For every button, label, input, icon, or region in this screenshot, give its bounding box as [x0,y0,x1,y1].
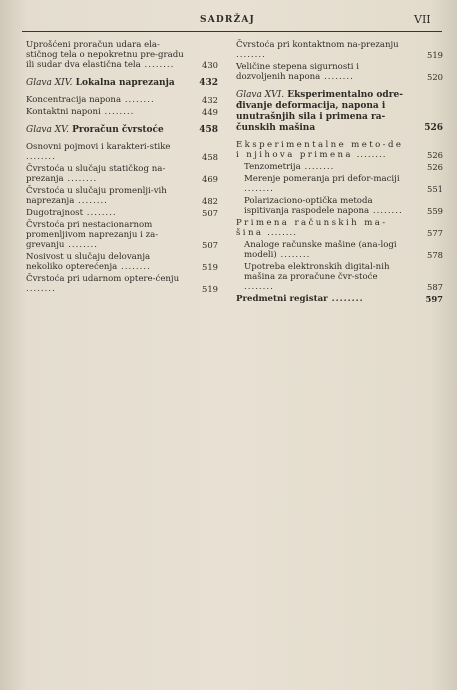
leader-dots: ........ [26,152,56,162]
leader-dots: ........ [140,60,175,70]
toc-entry [26,274,218,294]
leader-dots: ........ [300,162,335,172]
leader-dots: ........ [320,72,354,82]
entry-title: Čvrstoća pri kontaktnom na-prezanju ........ [236,40,399,60]
toc-entry [26,186,218,206]
entry-title: Čvrstoća pri udarnom optere-ćenju ........ [26,274,180,294]
entry-page-number: 519 [202,262,218,272]
leader-dots: ........ [26,284,56,294]
toc-entry [236,174,443,194]
toc-entry [26,252,218,272]
entry-page-number: 526 [424,123,443,133]
entry-title: Čvrstoća u slučaju promenlji-vih naprezanja ........ [26,186,167,206]
leader-dots: ........ [117,262,151,272]
toc-entry [26,95,218,105]
leader-dots: ........ [64,240,99,250]
entry-title: Osnovni pojmovi i karakteri-stike ........ [26,142,171,162]
toc-entry [236,40,443,60]
chapter-title: Lokalna naprezanja [72,78,175,88]
entry-page-number: 587 [427,282,443,292]
entry-title: Primena računskih ma-šina ........ [236,218,388,238]
toc-chapter [236,90,443,134]
entry-page-number: 432 [199,78,218,88]
leader-dots: ........ [236,50,266,60]
entry-title: Upotreba elektronskih digital-nih mašina za proračune čvr-stoće ........ [244,262,390,292]
entry-title: Veličine stepena sigurnosti i dozvoljenih napona ........ [236,62,359,82]
leader-dots: ........ [244,184,274,194]
entry-title: Kontaktni naponi ........ [26,107,135,117]
toc-entry [236,294,443,304]
leader-dots: ........ [244,282,274,292]
leader-dots: ........ [100,107,135,117]
page-number: VII [414,13,431,26]
running-header-title: SADRŽAJ [200,15,255,25]
toc-entry [236,162,443,172]
entry-title: Uprošćeni proračun udara ela-stičnog tela o nepokretnu pre-gradu ili sudar dva elastična tela ........ [26,40,184,70]
leader-dots: ........ [369,206,403,216]
chapter-title: Proračun čvrstoće [68,125,164,135]
chapter-label: Glava XVI. [236,90,285,100]
toc-entry [236,196,443,216]
toc-entry [236,62,443,82]
toc-chapter [26,125,218,136]
entry-title: Dugotrajnost ........ [26,208,117,218]
leader-dots: ........ [74,196,108,206]
leader-dots: ........ [327,294,364,304]
leader-dots: ........ [276,250,311,260]
entry-title: Predmetni registar ........ [236,294,364,304]
toc-column-right [236,40,443,306]
entry-page-number: 577 [427,228,443,238]
toc-entry [26,40,218,70]
entry-page-number: 458 [199,125,218,135]
toc-entry [26,142,218,162]
toc-section [236,218,443,238]
entry-title: Polarizaciono-optička metoda ispitivanja raspodele napona ........ [244,196,403,216]
entry-page-number: 430 [202,60,218,70]
toc-section [236,140,443,160]
toc-entry [26,208,218,218]
chapter-label: Glava XIV. [26,78,73,88]
header-rule [22,31,442,32]
chapter-label: Glava XV. [26,125,69,135]
entry-title: Nosivost u slučaju delovanja nekoliko opterećenja ........ [26,252,151,272]
entry-title: Analoge računske mašine (ana-logi modeli) ........ [244,240,397,260]
leader-dots: ........ [263,228,298,238]
entry-title: Koncentracija napona ........ [26,95,155,105]
entry-page-number: 520 [427,72,443,82]
leader-dots: ........ [63,174,98,184]
toc-entry [236,240,443,260]
entry-page-number: 551 [427,184,443,194]
entry-title: Eksperimentalne meto-de i njihova primena ........ [236,140,404,160]
entry-page-number: 432 [202,95,218,105]
entry-title: Čvrstoća u slučaju statičkog na-prezanja ........ [26,164,166,184]
entry-title: Čvrstoća pri nestacionarnom promenljivom naprezanju i za-grevanju ........ [26,220,159,250]
toc-chapter [26,78,218,89]
entry-page-number: 507 [202,240,218,250]
entry-page-number: 507 [202,208,218,218]
toc-entry [236,262,443,292]
entry-page-number: 519 [202,284,218,294]
toc-column-left [26,40,218,296]
entry-page-number: 519 [427,50,443,60]
entry-page-number: 469 [202,174,218,184]
entry-page-number: 597 [425,294,443,304]
toc-entry [26,220,218,250]
chapter-title: Eksperimentalno odre-đivanje deformacija, napona i unutrašnjih sila i primena ra-čunskih mašina [236,90,403,133]
leader-dots: ........ [352,150,387,160]
entry-page-number: 458 [202,152,218,162]
entry-title: Merenje pomeranja pri defor-maciji ........ [244,174,400,194]
entry-page-number: 559 [427,206,443,216]
entry-page-number: 526 [427,162,443,172]
leader-dots: ........ [83,208,117,218]
entry-page-number: 449 [202,107,218,117]
entry-page-number: 578 [427,250,443,260]
entry-title: Tenzometrija ........ [244,162,335,172]
toc-entry [26,164,218,184]
entry-page-number: 526 [427,150,443,160]
entry-page-number: 482 [202,196,218,206]
leader-dots: ........ [121,95,155,105]
toc-entry [26,107,218,117]
